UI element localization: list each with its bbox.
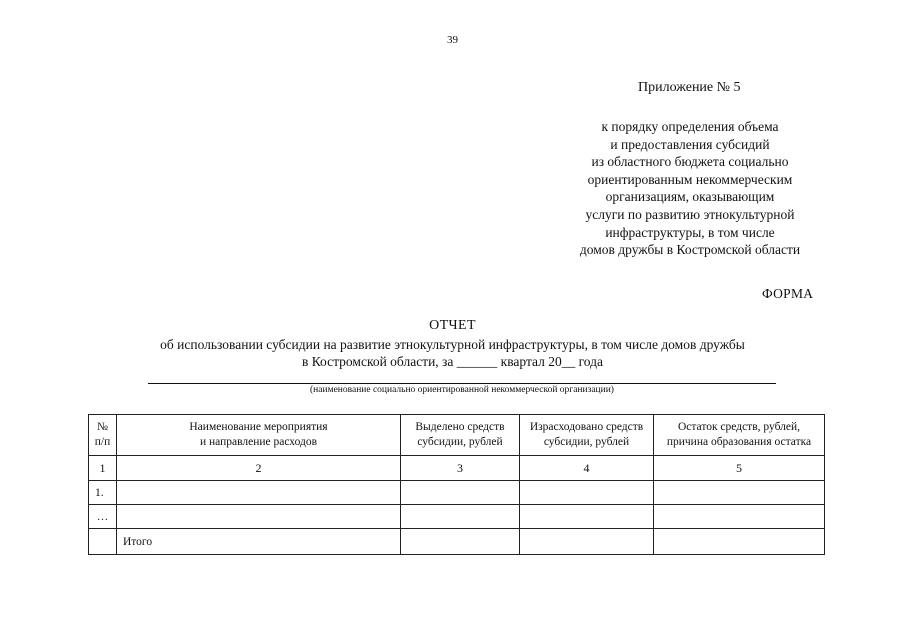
appendix-line: организациям, оказывающим	[605, 189, 775, 205]
appendix-line: из областного бюджета социально	[591, 154, 789, 170]
column-header-spent: Израсходовано средств субсидии, рублей	[520, 415, 654, 456]
allocated-cell	[401, 529, 520, 555]
form-label: ФОРМА	[762, 286, 814, 301]
total-row	[89, 529, 825, 555]
column-header-balance: Остаток средств, рублей, причина образования остатка	[654, 415, 825, 456]
report-title: ОТЧЕТ	[429, 318, 476, 333]
column-number: 5	[654, 456, 825, 481]
column-number: 3	[401, 456, 520, 481]
appendix-line: и предоставления субсидий	[610, 136, 770, 152]
appendix-line: домов дружбы в Костромской области	[579, 242, 801, 258]
organization-name-line	[148, 383, 776, 384]
appendix-line: услуги по развитию этнокультурной	[585, 206, 795, 222]
report-table	[88, 414, 825, 555]
allocated-cell	[401, 505, 520, 529]
balance-cell	[654, 505, 825, 529]
balance-cell	[654, 529, 825, 555]
appendix-title: Приложение № 5	[638, 80, 741, 95]
balance-cell	[654, 481, 825, 505]
activity-cell	[117, 505, 401, 529]
page-number: 39	[447, 34, 458, 46]
spent-cell	[520, 481, 654, 505]
allocated-cell	[401, 481, 520, 505]
spent-cell	[520, 529, 654, 555]
total-label: Итого	[117, 529, 401, 555]
table-row	[89, 505, 825, 529]
activity-cell	[117, 481, 401, 505]
table-header-row	[89, 415, 825, 456]
column-number: 4	[520, 456, 654, 481]
appendix-line: к порядку определения объема	[601, 119, 779, 134]
column-number: 2	[117, 456, 401, 481]
column-header-number: № п/п	[89, 415, 117, 456]
report-subtitle-line1: об использовании субсидии на развитие этнокультурной инфраструктуры, в том числе домов дружбы	[160, 337, 745, 352]
spent-cell	[520, 505, 654, 529]
organization-name-caption: (наименование социально ориентированной некоммерческой организации)	[310, 385, 614, 395]
appendix-line: ориентированным некоммерческим	[587, 171, 793, 187]
report-subtitle	[0, 336, 905, 370]
row-number-cell: 1.	[89, 481, 117, 505]
column-header-allocated: Выделено средств субсидии, рублей	[401, 415, 520, 456]
table-row	[89, 481, 825, 505]
column-header-activity: Наименование мероприятия и направление расходов	[117, 415, 401, 456]
row-number-cell: …	[89, 505, 117, 529]
column-number: 1	[89, 456, 117, 481]
report-subtitle-line2: в Костромской области, за ______ квартал 20__ года	[301, 354, 604, 369]
appendix-line: инфраструктуры, в том числе	[605, 224, 775, 240]
column-number-row	[89, 456, 825, 481]
appendix-description	[560, 118, 820, 259]
row-number-cell	[89, 529, 117, 555]
